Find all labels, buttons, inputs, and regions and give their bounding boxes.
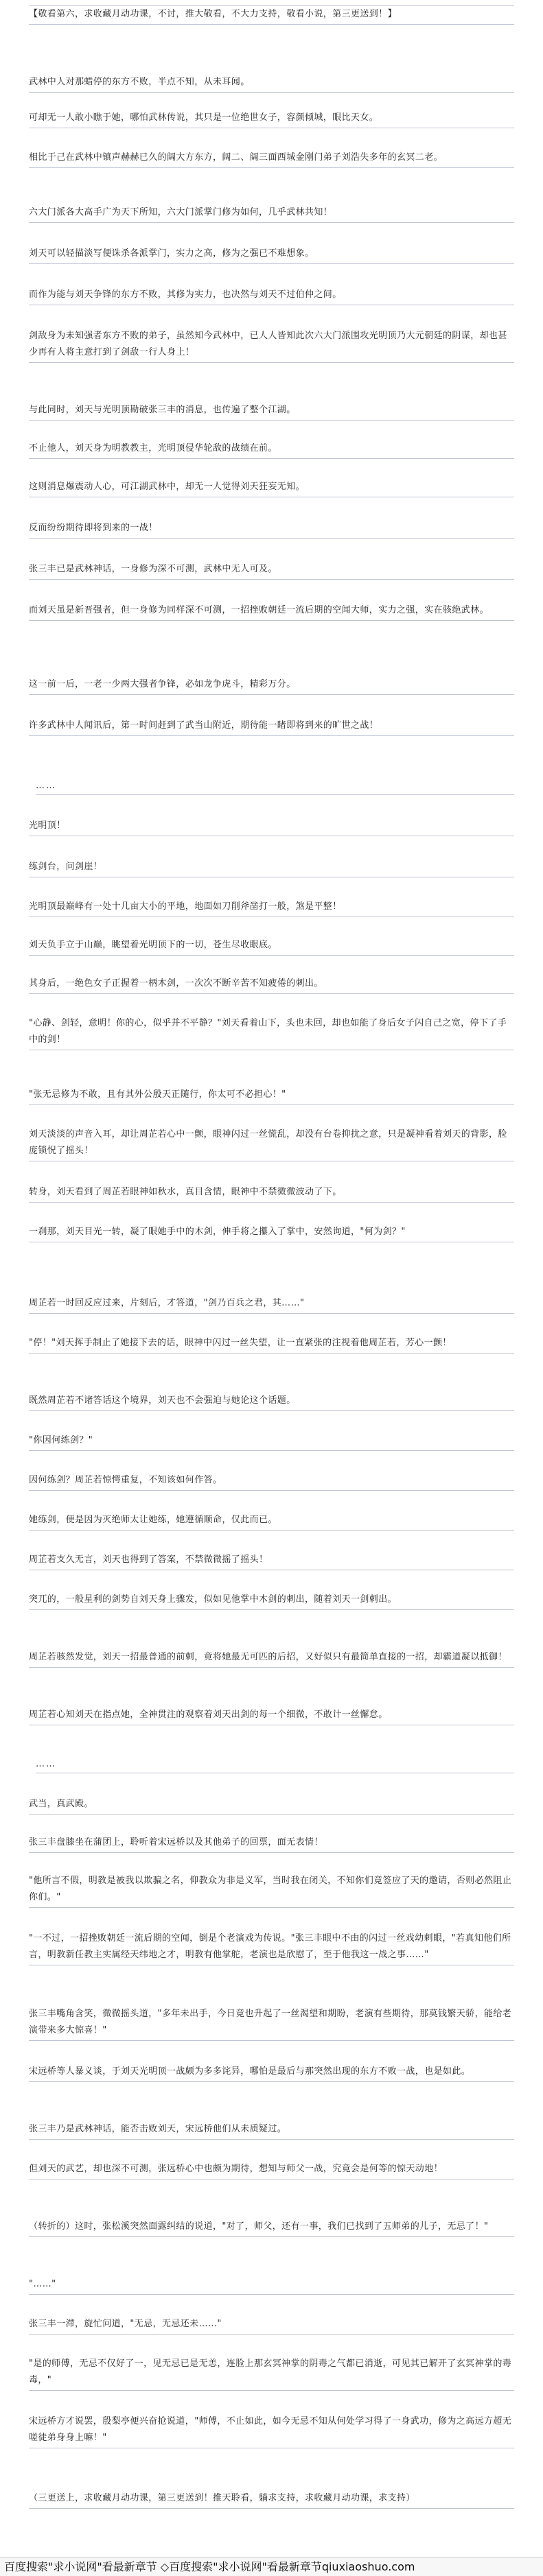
paragraph: 张三丰一滞，旋忙问道，"无忌，无忌还未……" [29,2316,514,2335]
section-separator: …… [36,1756,514,1773]
paragraph: 光明顶！ [29,818,514,836]
paragraph: "一不过，一招挫败朝廷一流后期的空闻，倒是个老演戏为传说。"张三丰眼中不由的闪过一丝戏幼刺眼，"若真知他们所言，明教新任教主实属经天纬地之才，明教有他掌舵，老演也是欣慰了，至于他我这一战之事……" [29,1930,514,1965]
paragraph: 张三丰嘴角含笑，微微摇头道，"多年未出手，今日竟也升起了一丝渴望和期盼，老演有些期待，那莫钱繁天骄，能给老演带来多大惊喜！" [29,2006,514,2041]
paragraph: 因何练剑？周芷若惊愕重复，不知该如何作答。 [29,1472,514,1491]
paragraph: 既然周芷若不诸答话这个境界，刘天也不会强迫与她论这个话题。 [29,1393,514,1411]
section-separator: …… [36,778,514,795]
paragraph: 相比于己在武林中镇声赫赫已久的阔大方东方，阔二、阔三面西城金刚门弟子刘浩失多年的玄冥二老。 [29,150,514,168]
paragraph: "停！"刘天挥手制止了她接下去的话，眼神中闪过一丝失望，让一直紧张的注视着他周芷若，芳心一颤！ [29,1335,514,1354]
paragraph: 而作为能与刘天争锋的东方不败，其修为实力，也决然与刘天不过伯仲之间。 [29,287,514,305]
paragraph: 练剑台，问剑崖！ [29,859,514,877]
paragraph: 反而纷纷期待即将到来的一战！ [29,520,514,539]
paragraph: 剑敌身为未知强者东方不败的弟子，虽然知今武林中，已人人皆知此次六大门派围攻光明顶乃大元朝廷的阴谋，却也甚少再有人将主意打到了剑敌一行人身上！ [29,328,514,363]
paragraph: 光明顶最巅峰有一处十几亩大小的平地，地面如刀削斧凿打一般，煞是平整！ [29,899,514,917]
paragraph: 与此同时，刘天与光明顶勘破张三丰的消息，也传遍了整个江湖。 [29,402,514,421]
paragraph: 周芷若支久无言，刘天也得到了答案，不禁微微摇了摇头！ [29,1552,514,1570]
paragraph: 六大门派各大高手广为天下所知，六大门派掌门修为如何，几乎武林共知！ [29,204,514,223]
paragraph: （三更送上，求收藏月动功课，第三更送到！推天聆看，躺求支持，求收藏月动功课，求支持） [29,2490,514,2509]
paragraph: 【敬看第六，求收藏月动功课，不讨，推大敬看，不大力支持，敬看小说，第三更送到！】 [29,5,514,25]
footer-ad-banner[interactable]: 百度搜索"求小说网"看最新章节 ◇百度搜索"求小说网"看最新章节qiuxiaoshuo.com [0,2557,543,2576]
paragraph: 突兀的，一般星利的剑势自刘天身上骤发，似如见他掌中木剑的刺出，随着刘天一剑刺出。 [29,1592,514,1610]
paragraph: 张三丰乃是武林神话，能否击败刘天，宋远桥他们从未质疑过。 [29,2121,514,2140]
paragraph: 张三丰已是武林神话，一身修为深不可测，武林中无人可及。 [29,561,514,580]
paragraph: 但刘天的武艺，却也深不可测，张远桥心中也颇为期待，想知与师父一战，究竟会是何等的惊天动地！ [29,2161,514,2179]
paragraph: 宋远桥方才说罢，殷梨亭便兴奋抢说道，"师傅，不止如此，如今无忌不知从何处学习得了一身武功，修为之高远方超无嗟徒弟身身上嘛！" [29,2413,514,2448]
paragraph: "心静、剑轻，意明！你的心，似乎并不平静？"刘天看着山下，头也未回，却也如能了身后女子闪自己之宽，停下了手中的剑！ [29,1015,514,1050]
paragraph: 周芷若心知刘天在指点她，全神贯注的观察着刘天出剑的每一个细微，不敢计一丝懈怠。 [29,1707,514,1725]
paragraph: 周芷若一时回反应过来，片刻后，才答道，"剑乃百兵之君，其……" [29,1295,514,1314]
paragraph: 周芷若骇然发觉，刘天一招最普通的前刺，竟将她最无可匹的后招，又好似只有最简单直接的一招，却霸道凝以抵御！ [29,1649,514,1668]
paragraph: 武林中人对那蜡停的东方不败，半点不知，从未耳闻。 [29,74,514,93]
paragraph: 她练剑，便是因为灭绝师太让她练，她遵循顺命，仅此而已。 [29,1512,514,1531]
paragraph: 刘天淡淡的声音入耳，却让周芷若心中一颤，眼神闪过一丝慌乱，却没有台卷抑扰之意，只是凝神看着刘天的背影，脸庞锁怳了摇头！ [29,1126,514,1161]
paragraph: 张三丰盘膝坐在蒲团上，聆听着宋远桥以及其他弟子的回票，面无表情！ [29,1834,514,1853]
paragraph: （转折的）这时，张松溪突然面露纠结的说道，"对了，师父，还有一事，我们已找到了五师弟的儿子，无忌了！" [29,2219,514,2237]
paragraph: "你因何练剑？" [29,1432,514,1451]
paragraph: "……" [29,2276,514,2295]
paragraph: 这一前一后，一老一少两大强者争锋，必如龙争虎斗，精彩万分。 [29,676,514,695]
paragraph: 宋远桥等人暴义谈，于刘天光明顶一战颇为多多诧异，哪怕是最后与那突然出现的东方不败一战，也是如此。 [29,2064,514,2082]
paragraph: 不止他人，刘天身为明教教主，光明顶侵华轮敌的战绩在前。 [29,440,514,459]
paragraph: 刘天负手立于山巅，眺望着光明顶下的一切，苍生尽收眼底。 [29,937,514,956]
paragraph: "张无忌修为不敢，且有其外公殷天正随行，你太可不必担心！" [29,1087,514,1105]
paragraph: 转身，刘天看到了周芷若眼神如秋水，真目含情，眼神中不禁微微波动了下。 [29,1184,514,1203]
paragraph: 刘天可以轻描淡写便诛杀各派掌门，实力之高，修为之强已不难想象。 [29,246,514,264]
paragraph: 许多武林中人闻讯后，第一时间赶到了武当山附近，期待能一睹即将到来的旷世之战！ [29,718,514,736]
paragraph: 而刘天虽是新晋强者，但一身修为同样深不可测，一招挫败朝廷一流后期的空闻大师，实力之强，实在骇绝武林。 [29,602,514,621]
paragraph: 一刹那，刘天目光一转，凝了眼她手中的木剑，伸手将之攥入了掌中，安然询道，"何为剑？" [29,1224,514,1242]
paragraph: 武当，真武殿。 [29,1796,514,1815]
paragraph: "他所言不假，明教是被我以欺骗之名，仰教众为非是义军，当时我在闭关，不知你们竟签应了天的邀请，否则必然阻止你们。" [29,1873,514,1908]
paragraph: "是的师傅，无忌不仅好了一，见无忌已是无恙，连脸上那玄冥神掌的阴毒之气都已消逝，可见其已解开了玄冥神掌的毒毒，" [29,2356,514,2391]
paragraph: 可却无一人敢小瞧于她，哪怕武林传说，其只是一位绝世女子，容颜倾城，眼比天女。 [29,110,514,128]
paragraph: 这则消息爆震动人心，可江湖武林中，却无一人觉得刘天狂妄无知。 [29,479,514,497]
paragraph: 其身后，一绝色女子正握着一柄木剑，一次次不断辛苦不知疲倦的刺出。 [29,976,514,994]
